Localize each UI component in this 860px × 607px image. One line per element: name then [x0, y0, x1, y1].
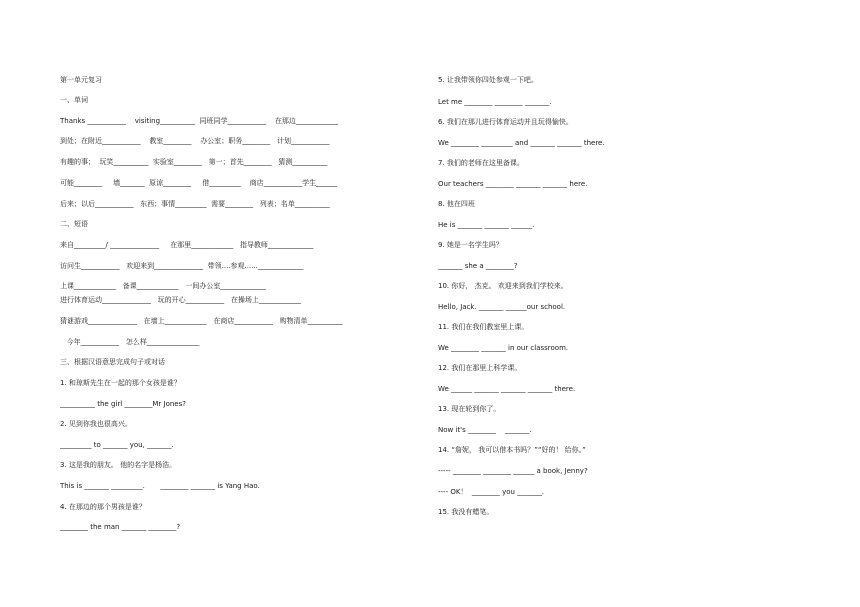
worksheet-line: 可能________ 墙_______ 原谅________ 借_________ 商店___________学生______ [60, 179, 338, 187]
worksheet-line: 4. 在那边的那个男孩是谁？ [60, 503, 146, 511]
worksheet-line: Thanks ___________ visiting__________ 同班同学___________ 在那边____________ [60, 117, 338, 125]
worksheet-line: ---- OK！ ________ you _______. [438, 488, 544, 496]
worksheet-line: 13. 现在轮到你了。 [438, 405, 501, 413]
worksheet-line: We ________ _______ in our classroom. [438, 344, 569, 352]
worksheet-line: 第一单元复习 [60, 76, 102, 84]
worksheet-line: Our teachers ________ _______ _______ here. [438, 180, 588, 188]
worksheet-line: 访问生___________ 欢迎来到______________ 带领....参观......_____________ [60, 262, 304, 270]
worksheet-line: ________ the man _______ ________? [60, 523, 181, 531]
worksheet-line: Hello, Jack. _______ ______our school. [438, 303, 566, 311]
worksheet-line: _______ she a ________? [438, 262, 518, 270]
worksheet-line: 进行体育运动______________ 玩的开心___________ 在操场上____________ [60, 296, 301, 304]
worksheet-line: 上课____________ 备课____________ 一间办公室_____________ [60, 282, 266, 290]
worksheet-line: 11. 我们在我们教室里上课。 [438, 323, 529, 331]
worksheet-line: 8. 他在四班 [438, 200, 475, 208]
worksheet-line: 12. 我们在那里上科学课。 [438, 364, 522, 372]
worksheet-line: 来自_________/ ______________ 在那里____________ 指导教师_____________ [60, 241, 314, 249]
worksheet-line: 三、根据汉语意思完成句子或对话 [60, 358, 165, 366]
worksheet-line: 5. 让我带领你四处参观一下吧。 [438, 76, 538, 84]
worksheet-line: 6. 我们在那儿进行体育运动并且玩得愉快。 [438, 118, 573, 126]
worksheet-line: 7. 我们的老师在这里备课。 [438, 159, 524, 167]
worksheet-line: He is _______ _______ ______. [438, 221, 535, 229]
worksheet-line: Now it's ________ _______. [438, 426, 532, 434]
worksheet-line: 猜谜游戏______________ 在墙上____________ 在商店___________ 购物清单__________ [60, 317, 343, 325]
worksheet-line: 一、单词 [60, 96, 88, 104]
worksheet-line: 15. 我没有蜡笔。 [438, 508, 494, 516]
worksheet-line: 2. 见到你我也很高兴。 [60, 420, 132, 428]
worksheet-line: _________ to _______ you, _______. [60, 441, 174, 449]
worksheet-line: This is _______ _________. ________ _______ is Yang Hao. [60, 482, 260, 490]
worksheet-line: We ________ _________ and _______ _______ there. [438, 139, 605, 147]
worksheet-line: 10. 你好， 杰克。 欢迎来到我们学校来。 [438, 282, 568, 290]
worksheet-line: __________ the girl ________Mr Jones? [60, 400, 186, 408]
worksheet-line: 1. 和琼斯先生在一起的那个女孩是谁？ [60, 379, 181, 387]
worksheet-line: 3. 这是我的朋友。 他的名字是杨浩。 [60, 461, 177, 469]
worksheet-line: 9. 她是一名学生吗？ [438, 241, 503, 249]
worksheet-line: 今年___________ 怎么样_______________ [60, 338, 200, 346]
worksheet-line: We ______ _______ _______ _______ there. [438, 385, 576, 393]
worksheet-line: ----- ________ ________ ______ a book, Jenny? [438, 467, 588, 475]
worksheet-line: 二、短语 [60, 220, 88, 228]
worksheet-line: 后来；以后___________ 东西；事情_________ 需要________ 列表；名单__________ [60, 200, 330, 208]
worksheet-line: 14. “詹妮， 我可以借本书吗？”“好的！ 给你。” [438, 446, 586, 454]
worksheet-line: Let me ________ ________ _______. [438, 98, 552, 106]
worksheet-line: 有趣的事； 玩笑__________ 实验室________ 第一；首先________ 猜测__________ [60, 158, 328, 166]
worksheet-line: 到处；在附近___________ 教室________ 办公室；职务________ 计划___________ [60, 137, 330, 145]
